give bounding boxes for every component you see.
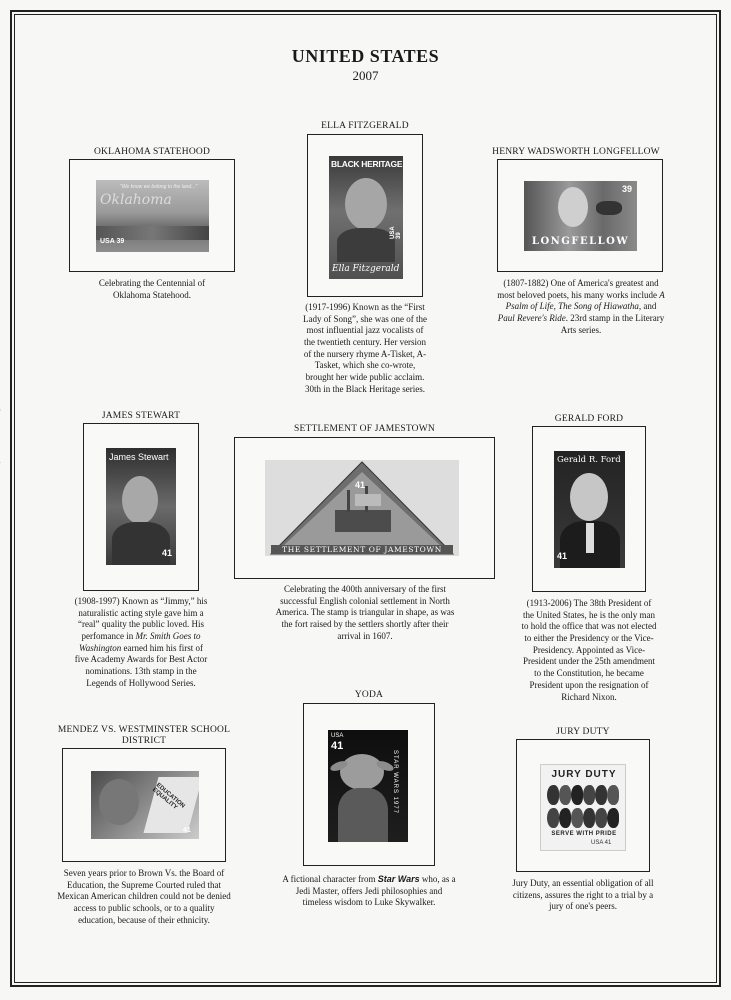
oklahoma-mount[interactable] [69,159,235,272]
stewart-mount[interactable] [83,423,199,591]
ford-portrait-face [570,473,608,521]
stewart-description: (1908-1997) Known as “Jimmy,” his naturalistic acting style gave him a “real” quality the public loved. His perfomance in Mr. Smith Goes to Washington earned him his first of five Academy Awards for Best Actor nominations. 13th stamp in the Legends of Hollywood Series. [74,596,208,688]
ella-label: ELLA FITZGERALD [321,121,409,131]
jamestown-denomination: 41 [355,480,366,490]
longfellow-stamp-image [524,181,637,251]
ford-name: Gerald R. Ford [557,455,621,465]
stewart-denomination: 41 [162,548,173,558]
jury-label: JURY DUTY [556,727,610,737]
longfellow-denomination: 39 [622,184,633,194]
yoda-robe [338,788,388,842]
jury-denomination: USA 41 [591,840,612,846]
ella-portrait-face [345,178,387,230]
yoda-desc-post: who, as a Jedi Master, offers Jedi philosophies and timeless wisdom to Luke Skywalker. [295,874,456,908]
mendez-mount[interactable] [62,748,226,862]
jury-stamp-image [540,764,626,851]
stewart-name: James Stewart [109,452,169,462]
mendez-banner: EDUCATION EQUALITY [150,782,186,812]
ford-description: (1913-2006) The 38th President of the United States, he is the only man to hold the office that was not elected to either the Presidency or the Vice-Presidency. Appointed as Vice-President under the 25th amendment to the Constitution, he became President upon the resignation of Richard Nixon. [521,598,657,702]
ship-hull [335,510,391,532]
longfellow-portrait [558,187,588,227]
ford-mount[interactable] [532,426,646,592]
longfellow-mount[interactable] [497,159,663,272]
ella-banner: BLACK HERITAGE [331,159,403,169]
ella-mount[interactable] [307,134,423,297]
ella-stamp-image [329,156,403,279]
ella-name: Ella Fitzgerald [332,264,400,274]
ship-sail [355,494,381,506]
jamestown-label: SETTLEMENT OF JAMESTOWN [294,424,435,434]
mendez-denomination: 41 [183,827,191,834]
ella-denomination: USA 39 [390,226,402,239]
ella-description: (1917-1996) Known as the “First Lady of Song”, she was one of the most influential jazz vocalists of the twentieth century. Her version of the nursery rhyme A-Tisket, A-Tasket, which she co-wrote, brought her wide public acclaim. 30th in the Black Heritage series. [303,302,427,394]
ship-mast [347,490,350,512]
ford-label: GERALD FORD [554,414,624,424]
stewart-portrait-suit [112,522,173,565]
longfellow-banner: LONGFELLOW [531,236,630,247]
rider-silhouette [596,201,622,215]
ford-denomination: 41 [557,551,568,561]
yoda-head [340,754,384,790]
ford-stamp-image [554,451,625,568]
yoda-denomination: 41 [331,740,344,752]
jury-description: Jury Duty, an essential obligation of all citizens, assures the right to a trial by a jury of one's peers. [512,878,654,912]
longfellow-description: (1807-1882) One of America's greatest and most beloved poets, his many works include A Psalm of Life, The Song of Hiawatha, and Paul Revere's Ride. 23rd stamp in the Literary Arts series. [497,278,665,335]
page-year: 2007 [352,68,379,83]
ford-shirt [586,523,594,553]
ella-portrait-shoulders [337,228,395,262]
page-title: UNITED STATES [291,46,440,66]
stewart-label: JAMES STEWART [101,411,181,421]
yoda-stamp-image [328,730,408,842]
yoda-mount[interactable] [303,703,435,866]
yoda-usa: USA [331,733,344,739]
yoda-side-text: STAR WARS 1977 [392,750,398,815]
yoda-desc-pre: A fictional character from [282,874,378,884]
oklahoma-quote: "We know we belong to the land..." [120,184,198,190]
longfellow-label: HENRY WADSWORTH LONGFELLOW [492,147,660,157]
mendez-figure [99,779,139,825]
jamestown-description: Celebrating the 400th anniversary of the first successful English colonial settlement in North America. The stamp is triangular in shape, as was the fort raised by the settlers shortly after their arrival in 1607. [275,584,455,641]
yoda-description [282,874,456,909]
mendez-label: MENDEZ VS. WESTMINSTER SCHOOL DISTRICT [57,725,231,747]
mendez-description: Seven years prior to Brown Vs. the Board of Education, the Supreme Courted ruled that Mexican American children could not be denied access to public schools, or to a quality education, because of their ethnicity. [57,868,231,925]
jury-silhouettes [547,785,621,829]
jury-mount[interactable] [516,739,650,872]
jamestown-stamp-image [265,460,459,556]
stewart-portrait-face [122,476,158,524]
oklahoma-description: Celebrating the Centennial of Oklahoma Statehood. [98,278,206,300]
yoda-label: YODA [354,690,384,700]
jamestown-mount[interactable] [234,437,495,579]
mendez-stamp-image [91,771,199,839]
jamestown-banner: THE SETTLEMENT OF JAMESTOWN [282,545,442,554]
jury-bottom-text: SERVE WITH PRIDE [551,831,617,837]
yoda-desc-starwars: Star Wars [377,874,420,884]
publisher-credit [0,395,1,500]
oklahoma-denomination: USA 39 [100,238,125,245]
jury-top-text: JURY DUTY [551,769,617,780]
oklahoma-stamp-word: Oklahoma [100,192,172,208]
oklahoma-label: OKLAHOMA STATEHOOD [93,147,211,157]
oklahoma-stamp-image [96,180,209,252]
stewart-stamp-image [106,448,176,565]
